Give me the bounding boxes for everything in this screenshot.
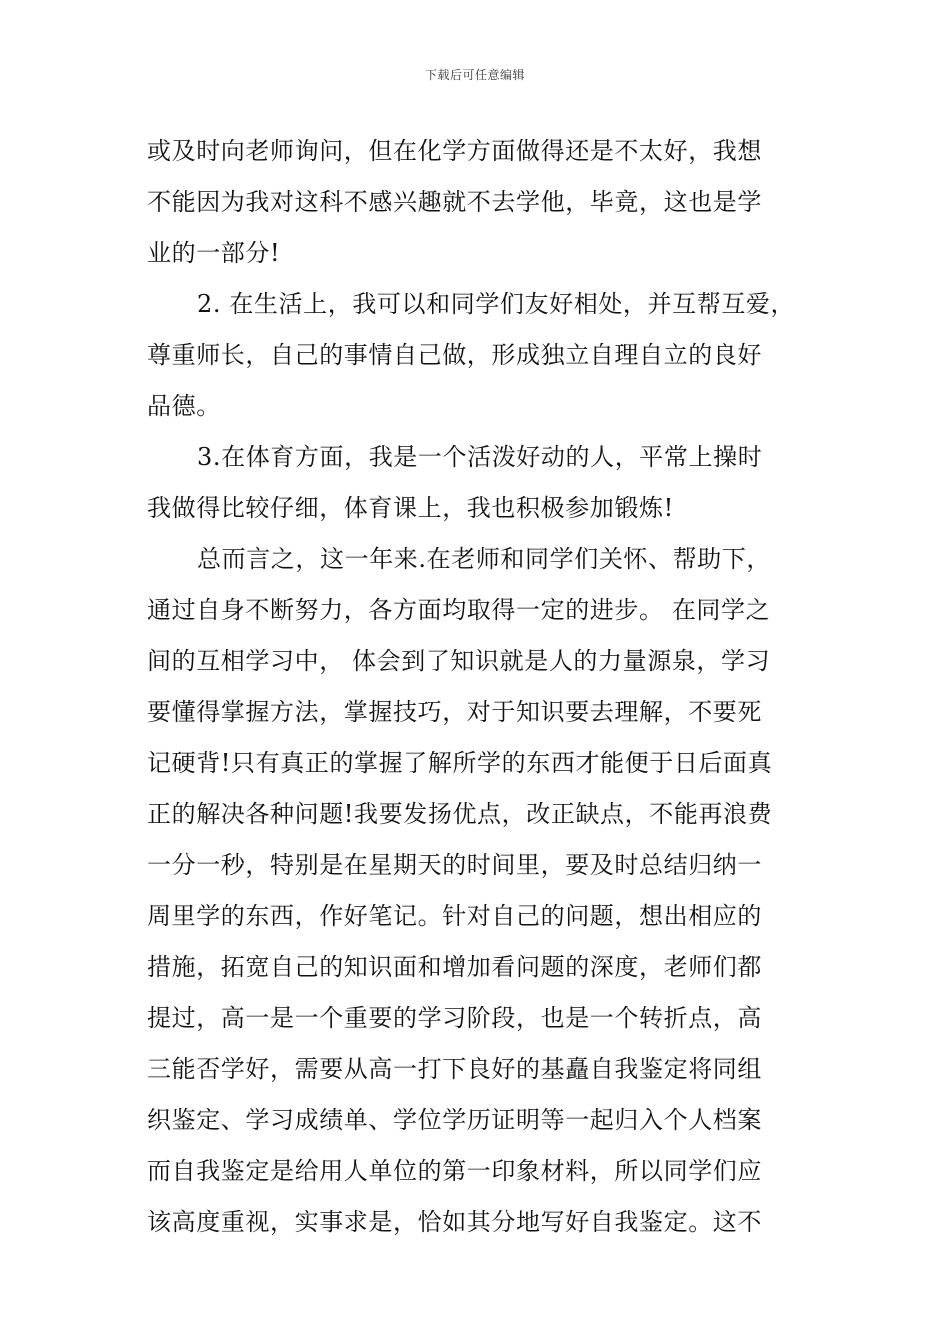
text-line: 措施，拓宽自己的知识面和增加看问题的深度，老师们都	[147, 953, 762, 981]
text-line: 而自我鉴定是给用人单位的第一印象材料，所以同学们应	[147, 1157, 762, 1185]
text-line: 品德。	[147, 392, 221, 420]
text-line: 周里学的东西，作好笔记。针对自己的问题，想出相应的	[147, 902, 762, 930]
text-line: 或及时向老师询问，但在化学方面做得还是不太好，我想	[147, 137, 762, 165]
text-line: 通过自身不断努力，各方面均取得一定的进步。 在同学之	[147, 596, 771, 624]
text-line: 我做得比较仔细，体育课上，我也积极参加锻炼!	[147, 494, 674, 522]
text-line: 织鉴定、学习成绩单、学位学历证明等一起归入个人档案	[147, 1106, 762, 1134]
text-line: 总而言之，这一年来.在老师和同学们关怀、帮助下，	[197, 545, 772, 573]
text-line: 3.在体育方面，我是一个活泼好动的人，平常上操时	[197, 443, 763, 471]
body-text	[147, 126, 817, 1248]
text-line: 间的互相学习中， 体会到了知识就是人的力量源泉，学习	[147, 647, 771, 675]
text-line: 该高度重视，实事求是，恰如其分地写好自我鉴定。这不	[147, 1208, 762, 1236]
text-line: 不能因为我对这科不感兴趣就不去学他，毕竟，这也是学	[147, 188, 762, 216]
text-line: 记硬背!只有真正的掌握了解所学的东西才能便于日后面真	[147, 749, 773, 777]
text-line: 提过，高一是一个重要的学习阶段，也是一个转折点，高	[147, 1004, 762, 1032]
text-line: 尊重师长，自己的事情自己做，形成独立自理自立的良好	[147, 341, 762, 369]
text-line: 2. 在生活上，我可以和同学们友好相处，并互帮互爱，	[197, 290, 796, 318]
text-line: 三能否学好，需要从高一打下良好的基矗自我鉴定将同组	[147, 1055, 762, 1083]
text-line: 要懂得掌握方法，掌握技巧，对于知识要去理解，不要死	[147, 698, 762, 726]
text-line: 正的解决各种问题!我要发扬优点，改正缺点，不能再浪费	[147, 800, 773, 828]
text-line: 业的一部分!	[147, 239, 281, 267]
text-line: 一分一秒，特别是在星期天的时间里，要及时总结归纳一	[147, 851, 762, 879]
page-header: 下载后可任意编辑	[424, 68, 525, 82]
